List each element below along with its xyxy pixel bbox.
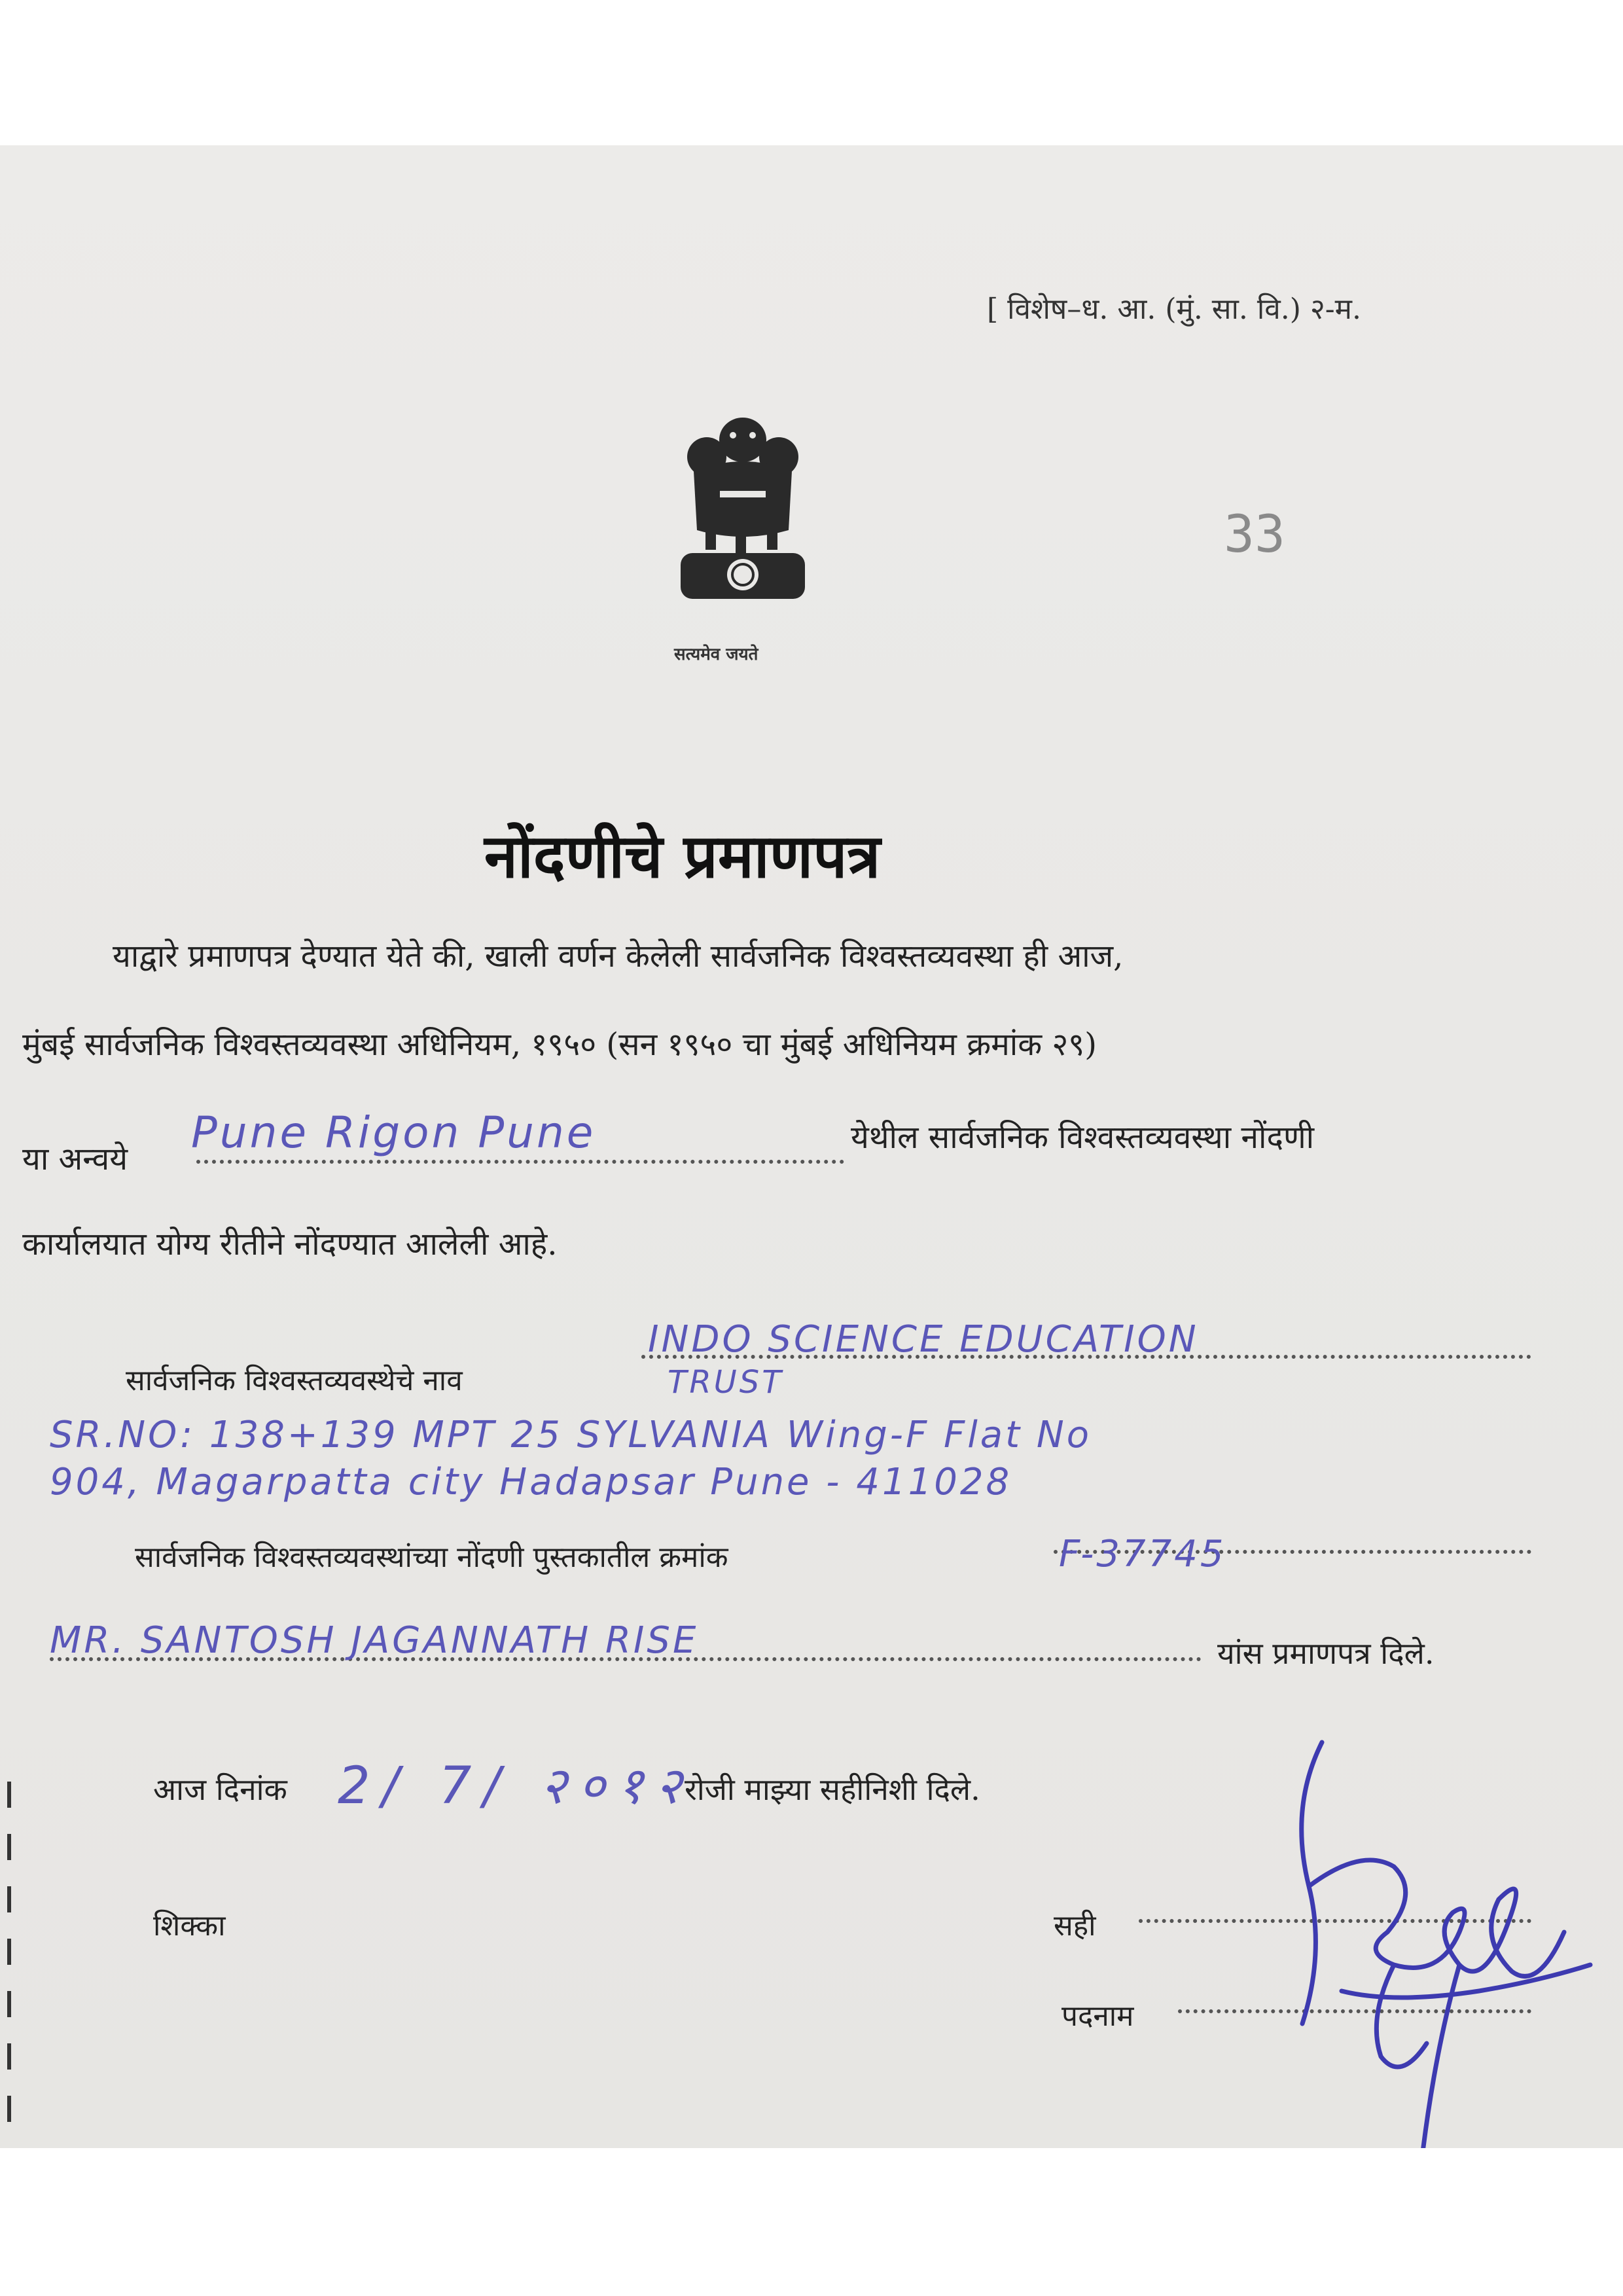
trust-name-label: सार्वजनिक विश्वस्तव्यवस्थेचे नाव bbox=[126, 1364, 463, 1397]
place-dotted-line bbox=[196, 1160, 844, 1164]
date-prefix: आज दिनांक bbox=[153, 1772, 287, 1807]
handwritten-address-line-1: SR.NO: 138+139 MPT 25 SYLVANIA Wing-F Flat No bbox=[50, 1414, 1092, 1456]
binding-marks bbox=[0, 1782, 26, 2122]
ashoka-emblem-icon bbox=[654, 406, 831, 628]
page-number: 33 bbox=[1224, 505, 1285, 564]
handwritten-trust-name: INDO SCIENCE EDUCATION bbox=[648, 1318, 1199, 1361]
emblem-motto: सत्यमेव जयते bbox=[674, 645, 758, 664]
body-line-2: मुंबई सार्वजनिक विश्वस्तव्यवस्था अधिनियम, १९५० (सन १९५० चा मुंबई अधिनियम क्रमांक २९) bbox=[22, 1026, 1097, 1063]
handwritten-trust-name-2: TRUST bbox=[668, 1364, 784, 1401]
handwritten-address-line-2: 904, Magarpatta city Hadapsar Pune - 411028 bbox=[50, 1461, 1012, 1503]
form-reference: [ विशेष–ध. आ. (मुं. सा. वि.) २-म. bbox=[987, 293, 1361, 326]
date-suffix: रोजी माझ्या सहीनिशी दिले. bbox=[685, 1772, 980, 1807]
signature-label: सही bbox=[1054, 1909, 1096, 1943]
designation-label: पदनाम bbox=[1061, 2000, 1134, 2033]
handwritten-date: 2/ 7/ २०१२ bbox=[338, 1757, 694, 1816]
body-line-3-prefix: या अन्वये bbox=[22, 1141, 128, 1177]
body-line-4: कार्यालयात योग्य रीतीने नोंदण्यात आलेली आहे. bbox=[22, 1226, 558, 1263]
signature-mark bbox=[1263, 1716, 1603, 2148]
handwritten-registration-number: F-37745 bbox=[1059, 1533, 1226, 1575]
certificate-scan bbox=[0, 145, 1623, 2148]
seal-label: शिक्का bbox=[153, 1909, 226, 1943]
handwritten-recipient: MR. SANTOSH JAGANNATH RISE bbox=[50, 1619, 699, 1662]
body-line-1: याद्वारे प्रमाणपत्र देण्यात येते की, खाली वर्णन केलेली सार्वजनिक विश्वस्तव्यवस्था ही आज, bbox=[113, 938, 1124, 975]
registration-number-label: सार्वजनिक विश्वस्तव्यवस्थांच्या नोंदणी पुस्तकातील क्रमांक bbox=[135, 1541, 728, 1574]
certificate-title: नोंदणीचे प्रमाणपत्र bbox=[484, 821, 881, 891]
recipient-suffix: यांस प्रमाणपत्र दिले. bbox=[1217, 1636, 1435, 1671]
handwritten-place: Pune Rigon Pune bbox=[191, 1107, 596, 1158]
body-line-3-suffix: येथील सार्वजनिक विश्वस्तव्यवस्था नोंदणी bbox=[851, 1119, 1315, 1156]
